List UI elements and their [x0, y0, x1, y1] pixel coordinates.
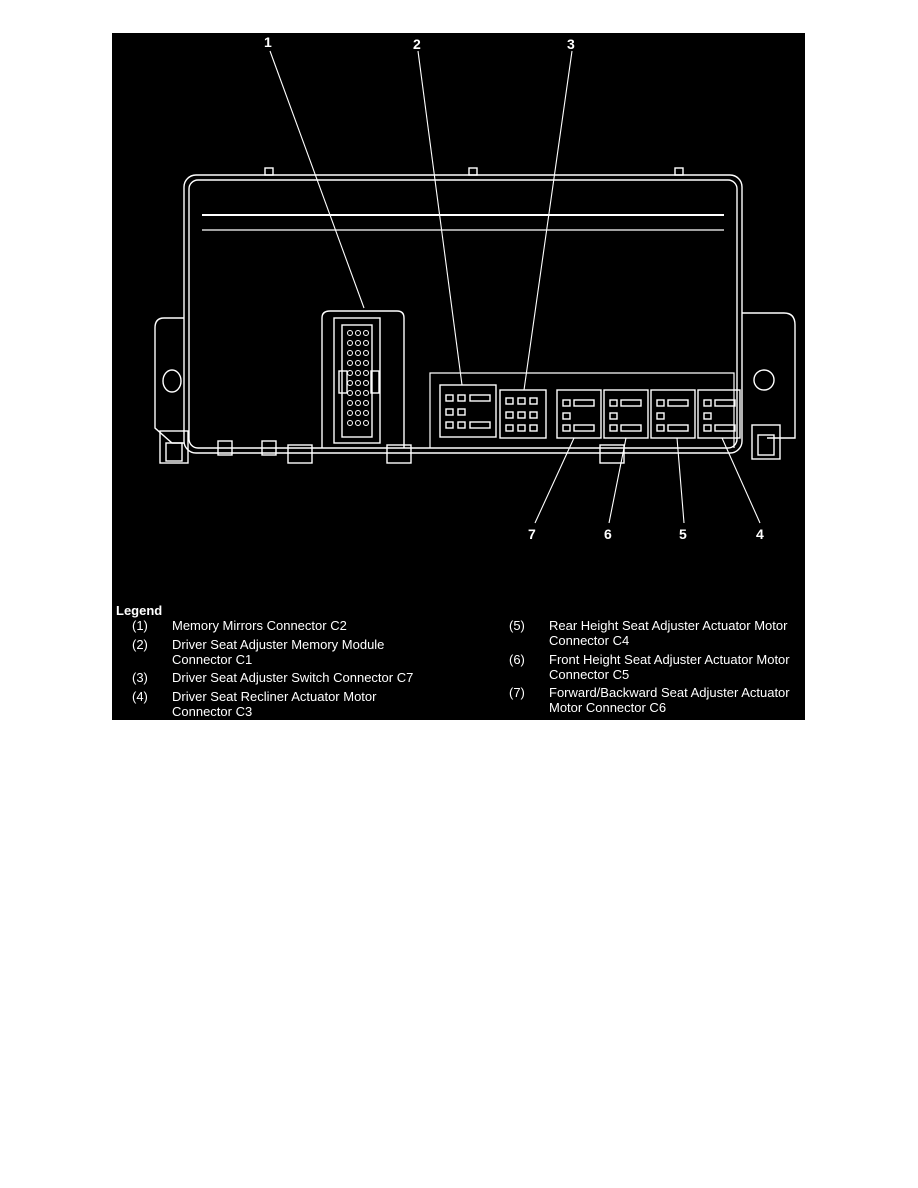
left-mount-ear — [155, 318, 184, 443]
right-mount-ear — [742, 313, 795, 438]
callout-2: 2 — [413, 36, 421, 52]
legend-item-6: (6) Front Height Seat Adjuster Actuator Motor Connector C5 — [509, 652, 790, 682]
legend-item-2: (2) Driver Seat Adjuster Memory Module Connector C1 — [132, 637, 385, 667]
legend-item-1: (1) Memory Mirrors Connector C2 — [132, 618, 347, 633]
leader-lines — [270, 51, 760, 523]
callout-4: 4 — [756, 526, 764, 542]
connector-c4 — [651, 390, 695, 438]
module-housing-outer — [184, 175, 742, 453]
connector-c7 — [500, 390, 546, 438]
callout-5: 5 — [679, 526, 687, 542]
module-drawing — [112, 33, 805, 601]
right-mount-hole — [754, 370, 774, 390]
callout-1: 1 — [264, 34, 272, 50]
left-mount-hole — [163, 370, 181, 392]
connector-c6 — [557, 390, 601, 438]
callout-7: 7 — [528, 526, 536, 542]
legend-item-3: (3) Driver Seat Adjuster Switch Connector C7 — [132, 670, 414, 685]
connector-diagram — [112, 33, 805, 720]
connector-c5 — [604, 390, 648, 438]
callout-3: 3 — [567, 36, 575, 52]
connector-c2-pins — [348, 331, 369, 426]
legend-item-5: (5) Rear Height Seat Adjuster Actuator Motor Connector C4 — [509, 618, 788, 648]
callout-6: 6 — [604, 526, 612, 542]
legend-title: Legend — [116, 603, 163, 618]
legend — [112, 601, 805, 720]
legend-item-7: (7) Forward/Backward Seat Adjuster Actuator Motor Connector C6 — [509, 685, 790, 715]
legend-item-4: (4) Driver Seat Recliner Actuator Motor Connector C3 — [132, 689, 377, 719]
connector-c1 — [440, 385, 496, 437]
module-housing-inner — [189, 180, 737, 448]
